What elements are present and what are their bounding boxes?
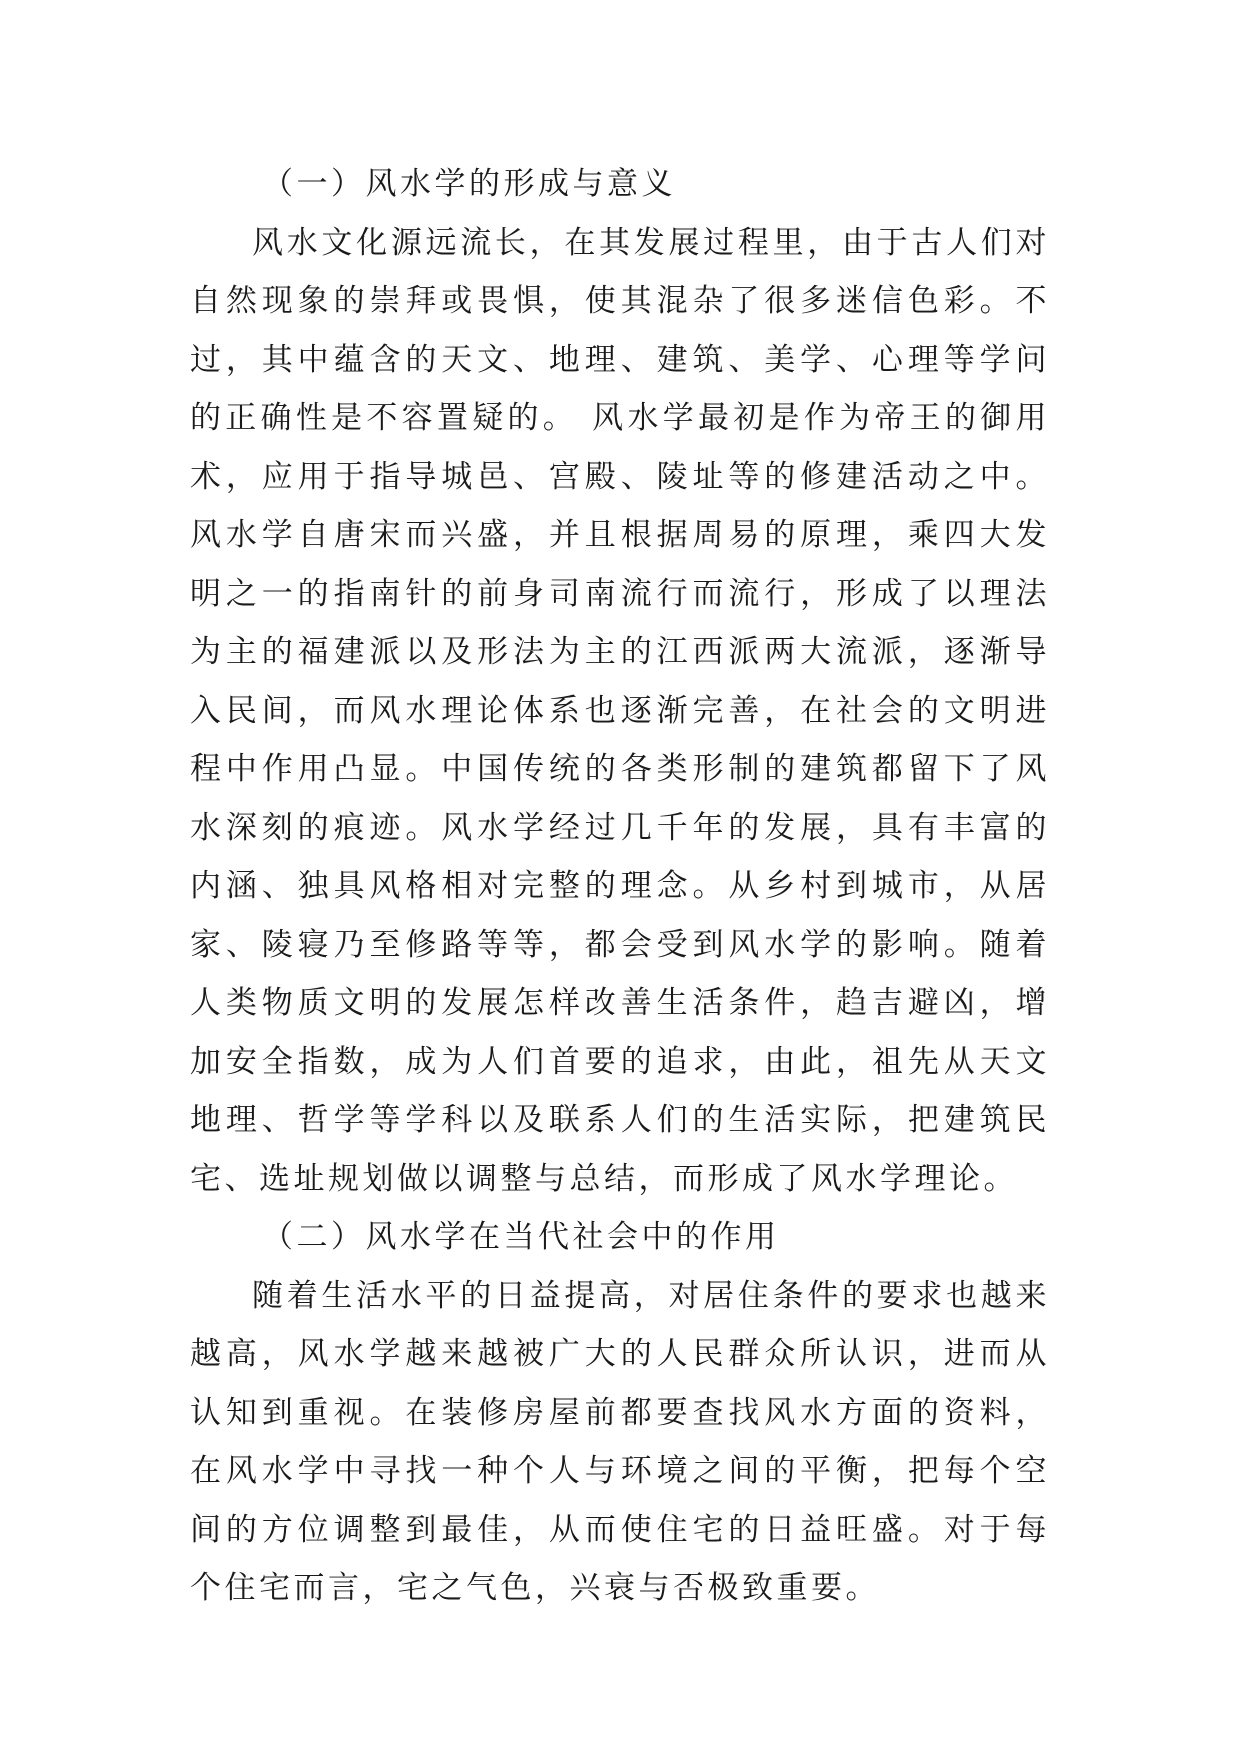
section-paragraph-2: 随着生活水平的日益提高，对居住条件的要求也越来越高，风水学越来越被广大的人民群众所认识，进而从认知到重视。在装修房屋前都要查找风水方面的资料，在风水学中寻找一种个人与环境之间的平衡，把每个空间的方位调整到最佳，从而使住宅的日益旺盛。对于每个住宅而言，宅之气色，兴衰与否极致重要。 <box>190 1277 1050 1606</box>
document-body <box>190 155 1050 1618</box>
section-heading-1: （一）风水学的形成与意义 <box>262 166 676 202</box>
section-paragraph-1: 风水文化源远流长，在其发展过程里，由于古人们对自然现象的崇拜或畏惧，使其混杂了很多迷信色彩。不过，其中蕴含的天文、地理、建筑、美学、心理等学问的正确性是不容置疑的。 风水学最初是作为帝王的御用术，应用于指导城邑、宫殿、陵址等的修建活动之中。风水学自唐宋而兴盛，并且根据周易的原理，乘四大发明之一的指南针的前身司南流行而流行，形成了以理法为主的福建派以及形法为主的江西派两大流派，逐渐导入民间，而风水理论体系也逐渐完善，在社会的文明进程中作用凸显。中国传统的各类形制的建筑都留下了风水深刻的痕迹。风水学经过几千年的发展，具有丰富的内涵、独具风格相对完整的理念。从乡村到城市，从居家、陵寝乃至修路等等，都会受到风水学的影响。随着人类物质文明的发展怎样改善生活条件，趋吉避凶，增加安全指数，成为人们首要的追求，由此，祖先从天文地理、哲学等学科以及联系人们的生活实际，把建筑民宅、选址规划做以调整与总结，而形成了风水学理论。 <box>190 224 1050 1197</box>
section-heading-2: （二）风水学在当代社会中的作用 <box>262 1219 780 1255</box>
